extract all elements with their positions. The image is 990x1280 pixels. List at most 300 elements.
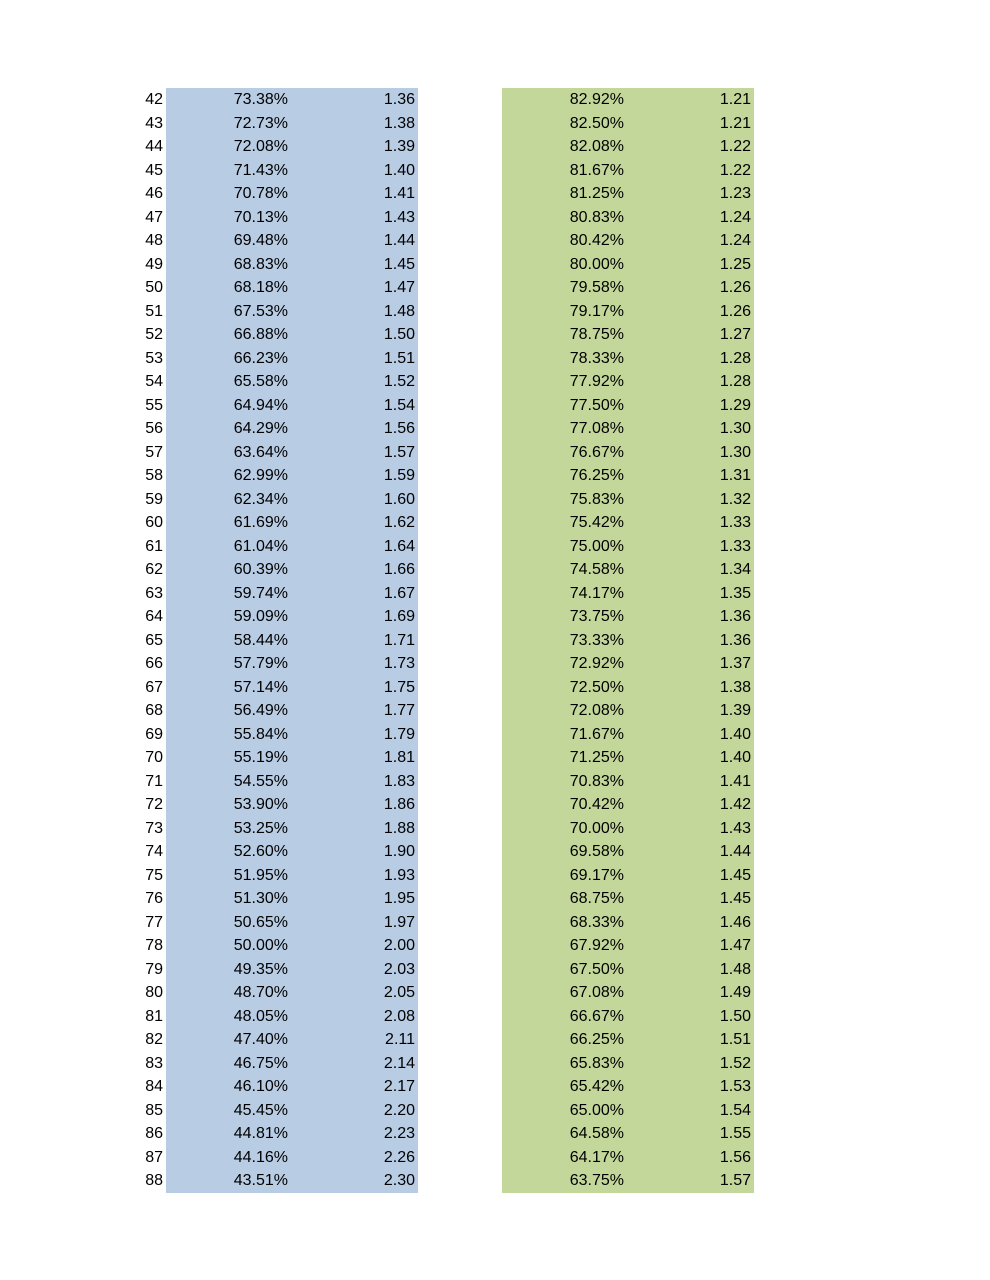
table-row	[0, 370, 990, 394]
row-number-cell-text: 58	[145, 467, 163, 484]
green-percent-cell	[502, 934, 626, 958]
blue-percent-cell	[166, 840, 290, 864]
row-number-cell-text: 84	[145, 1078, 163, 1095]
blue-percent-cell-text: 55.19%	[233, 749, 288, 766]
row-number-cell-text: 70	[145, 749, 163, 766]
row-number-cell	[110, 864, 163, 888]
green-percent-cell-text: 76.67%	[569, 443, 624, 461]
green-percent-cell-text: 75.42%	[569, 514, 624, 531]
table-row	[0, 746, 990, 770]
row-number-cell	[110, 535, 163, 559]
green-value-cell	[626, 699, 754, 723]
blue-percent-cell-text: 66.23%	[233, 349, 288, 367]
green-percent-cell-text: 79.58%	[569, 279, 624, 296]
table-row	[0, 488, 990, 512]
green-percent-cell	[502, 652, 626, 676]
green-value-cell-text: 1.54	[719, 1101, 751, 1119]
green-value-cell-text: 1.29	[719, 396, 751, 414]
green-value-cell-text: 1.36	[719, 608, 751, 625]
blue-percent-cell	[166, 1146, 290, 1170]
blue-value-cell-text: 1.86	[383, 796, 415, 813]
row-number-cell	[110, 394, 163, 418]
blue-percent-cell-text: 61.04%	[233, 537, 288, 555]
row-number-cell	[110, 911, 163, 935]
blue-percent-cell	[166, 1052, 290, 1076]
blue-percent-cell	[166, 793, 290, 817]
green-percent-cell	[502, 253, 626, 277]
green-percent-cell	[502, 300, 626, 324]
green-value-cell-text: 1.47	[719, 937, 751, 954]
green-percent-cell-text: 70.42%	[569, 796, 624, 813]
row-number-cell-text: 59	[145, 490, 163, 508]
green-percent-cell-text: 70.00%	[569, 819, 624, 837]
green-percent-cell	[502, 605, 626, 629]
table-row	[0, 1028, 990, 1052]
blue-value-cell	[290, 934, 418, 958]
row-number-cell	[110, 1028, 163, 1052]
row-number-cell	[110, 1099, 163, 1123]
blue-percent-cell	[166, 229, 290, 253]
blue-value-cell-text: 2.00	[383, 937, 415, 954]
blue-value-cell	[290, 605, 418, 629]
row-number-cell-text: 88	[145, 1172, 163, 1189]
blue-percent-cell	[166, 441, 290, 465]
table-row	[0, 840, 990, 864]
green-percent-cell-text: 80.83%	[569, 208, 624, 226]
green-percent-cell-text: 65.00%	[569, 1101, 624, 1119]
green-percent-cell	[502, 135, 626, 159]
row-number-cell	[110, 276, 163, 300]
row-number-cell-text: 62	[145, 561, 163, 578]
blue-percent-cell-text: 64.29%	[233, 420, 288, 437]
green-value-cell	[626, 817, 754, 841]
green-percent-cell	[502, 347, 626, 371]
blue-value-cell	[290, 112, 418, 136]
green-value-cell	[626, 464, 754, 488]
row-number-cell-text: 60	[145, 514, 163, 531]
green-value-cell	[626, 558, 754, 582]
green-value-cell	[626, 276, 754, 300]
blue-value-cell-text: 2.23	[383, 1125, 415, 1142]
blue-value-cell	[290, 770, 418, 794]
table-row	[0, 323, 990, 347]
green-value-cell	[626, 1005, 754, 1029]
blue-percent-cell	[166, 112, 290, 136]
green-value-cell	[626, 112, 754, 136]
table-row	[0, 229, 990, 253]
table-row	[0, 394, 990, 418]
blue-value-cell-text: 1.57	[383, 443, 415, 461]
blue-value-cell	[290, 394, 418, 418]
blue-value-cell-text: 1.60	[383, 490, 415, 508]
blue-percent-cell	[166, 300, 290, 324]
green-value-cell	[626, 1122, 754, 1146]
blue-percent-cell-text: 71.43%	[233, 161, 288, 179]
blue-percent-cell-text: 46.10%	[233, 1078, 288, 1095]
row-number-cell	[110, 253, 163, 277]
green-value-cell-text: 1.40	[719, 749, 751, 766]
green-value-cell-text: 1.33	[719, 514, 751, 531]
green-value-cell-text: 1.28	[719, 349, 751, 367]
row-number-cell-text: 44	[145, 138, 163, 155]
blue-value-cell-text: 2.26	[383, 1148, 415, 1166]
blue-value-cell	[290, 135, 418, 159]
blue-percent-cell-text: 68.83%	[233, 255, 288, 273]
green-percent-cell	[502, 511, 626, 535]
blue-percent-cell-text: 72.08%	[233, 138, 288, 155]
blue-value-cell	[290, 370, 418, 394]
green-value-cell	[626, 135, 754, 159]
green-percent-cell-text: 67.08%	[569, 984, 624, 1001]
green-value-cell	[626, 253, 754, 277]
green-value-cell-text: 1.25	[719, 255, 751, 273]
blue-value-cell-text: 1.43	[383, 208, 415, 226]
table-row	[0, 535, 990, 559]
table-row	[0, 159, 990, 183]
green-percent-cell-text: 78.75%	[569, 326, 624, 343]
green-value-cell	[626, 206, 754, 230]
green-percent-cell	[502, 441, 626, 465]
blue-percent-cell	[166, 511, 290, 535]
row-number-cell	[110, 88, 163, 112]
blue-value-cell	[290, 488, 418, 512]
blue-value-cell	[290, 300, 418, 324]
blue-value-cell-text: 2.05	[383, 984, 415, 1001]
blue-percent-cell	[166, 206, 290, 230]
row-number-cell-text: 87	[145, 1148, 163, 1166]
table-row	[0, 253, 990, 277]
row-number-cell	[110, 511, 163, 535]
blue-percent-cell	[166, 746, 290, 770]
row-number-cell	[110, 182, 163, 206]
row-number-cell	[110, 699, 163, 723]
row-number-cell-text: 66	[145, 655, 163, 672]
table-row	[0, 1146, 990, 1170]
green-value-cell	[626, 441, 754, 465]
blue-percent-cell	[166, 370, 290, 394]
blue-percent-cell-text: 43.51%	[233, 1172, 288, 1189]
green-percent-cell	[502, 1028, 626, 1052]
green-value-cell-text: 1.49	[719, 984, 751, 1001]
green-percent-cell-text: 64.17%	[569, 1148, 624, 1166]
table-row	[0, 135, 990, 159]
blue-value-cell-text: 2.20	[383, 1101, 415, 1119]
blue-value-cell-text: 1.48	[383, 302, 415, 320]
blue-value-cell	[290, 182, 418, 206]
blue-percent-cell-text: 51.30%	[233, 890, 288, 907]
green-value-cell-text: 1.28	[719, 373, 751, 390]
blue-value-cell-text: 1.38	[383, 114, 415, 132]
green-percent-cell-text: 73.33%	[569, 631, 624, 649]
green-percent-cell	[502, 770, 626, 794]
blue-value-cell-text: 1.41	[383, 185, 415, 202]
row-number-cell	[110, 323, 163, 347]
row-number-cell-text: 80	[145, 984, 163, 1001]
row-number-cell	[110, 347, 163, 371]
blue-value-cell	[290, 417, 418, 441]
green-percent-cell-text: 68.33%	[569, 913, 624, 931]
blue-value-cell	[290, 535, 418, 559]
table-row	[0, 1169, 990, 1193]
green-percent-cell	[502, 1052, 626, 1076]
row-number-cell	[110, 1052, 163, 1076]
blue-percent-cell	[166, 464, 290, 488]
green-percent-cell-text: 70.83%	[569, 772, 624, 790]
green-value-cell	[626, 323, 754, 347]
blue-percent-cell	[166, 911, 290, 935]
green-percent-cell-text: 74.58%	[569, 561, 624, 578]
green-value-cell	[626, 1075, 754, 1099]
green-percent-cell	[502, 981, 626, 1005]
green-value-cell-text: 1.55	[719, 1125, 751, 1142]
green-value-cell-text: 1.22	[719, 161, 751, 179]
row-number-cell	[110, 229, 163, 253]
green-value-cell	[626, 934, 754, 958]
blue-percent-cell-text: 56.49%	[233, 702, 288, 719]
green-percent-cell-text: 67.92%	[569, 937, 624, 954]
blue-value-cell-text: 1.66	[383, 561, 415, 578]
green-percent-cell-text: 76.25%	[569, 467, 624, 484]
blue-value-cell	[290, 676, 418, 700]
green-percent-cell-text: 69.17%	[569, 866, 624, 884]
green-value-cell-text: 1.27	[719, 326, 751, 343]
green-percent-cell-text: 82.50%	[569, 114, 624, 132]
blue-value-cell	[290, 253, 418, 277]
blue-percent-cell	[166, 676, 290, 700]
green-value-cell-text: 1.53	[719, 1078, 751, 1095]
blue-percent-cell-text: 54.55%	[233, 772, 288, 790]
blue-value-cell	[290, 206, 418, 230]
table-row	[0, 417, 990, 441]
row-number-cell-text: 82	[145, 1031, 163, 1048]
blue-percent-cell-text: 60.39%	[233, 561, 288, 578]
row-number-cell-text: 83	[145, 1054, 163, 1072]
blue-value-cell	[290, 464, 418, 488]
table-row	[0, 300, 990, 324]
blue-value-cell-text: 1.44	[383, 232, 415, 249]
green-value-cell	[626, 1146, 754, 1170]
green-value-cell	[626, 1028, 754, 1052]
row-number-cell-text: 51	[145, 302, 163, 320]
blue-value-cell-text: 1.88	[383, 819, 415, 837]
green-percent-cell	[502, 582, 626, 606]
green-percent-cell	[502, 558, 626, 582]
table-row	[0, 441, 990, 465]
row-number-cell	[110, 746, 163, 770]
blue-percent-cell	[166, 934, 290, 958]
blue-value-cell	[290, 582, 418, 606]
row-number-cell	[110, 159, 163, 183]
row-number-cell-text: 64	[145, 608, 163, 625]
green-percent-cell	[502, 958, 626, 982]
green-percent-cell	[502, 535, 626, 559]
blue-value-cell	[290, 746, 418, 770]
green-percent-cell-text: 66.25%	[569, 1031, 624, 1048]
row-number-cell-text: 77	[145, 913, 163, 931]
blue-percent-cell-text: 69.48%	[233, 232, 288, 249]
blue-value-cell	[290, 511, 418, 535]
green-percent-cell-text: 81.25%	[569, 185, 624, 202]
green-value-cell	[626, 652, 754, 676]
row-number-cell	[110, 464, 163, 488]
row-number-cell	[110, 676, 163, 700]
green-value-cell-text: 1.46	[719, 913, 751, 931]
blue-percent-cell	[166, 652, 290, 676]
green-value-cell-text: 1.34	[719, 561, 751, 578]
green-percent-cell	[502, 464, 626, 488]
green-percent-cell	[502, 699, 626, 723]
blue-value-cell-text: 1.79	[383, 725, 415, 743]
green-value-cell	[626, 417, 754, 441]
row-number-cell	[110, 135, 163, 159]
blue-value-cell-text: 1.36	[383, 91, 415, 108]
row-number-cell	[110, 840, 163, 864]
blue-value-cell	[290, 629, 418, 653]
green-value-cell-text: 1.38	[719, 678, 751, 696]
row-number-cell-text: 67	[145, 678, 163, 696]
green-value-cell-text: 1.24	[719, 208, 751, 226]
blue-value-cell-text: 1.45	[383, 255, 415, 273]
row-number-cell-text: 65	[145, 631, 163, 649]
green-value-cell-text: 1.44	[719, 843, 751, 860]
row-number-cell-text: 46	[145, 185, 163, 202]
table-row	[0, 511, 990, 535]
green-value-cell	[626, 300, 754, 324]
green-value-cell	[626, 1099, 754, 1123]
row-number-cell-text: 75	[145, 866, 163, 884]
blue-value-cell	[290, 347, 418, 371]
blue-percent-cell-text: 67.53%	[233, 302, 288, 320]
green-percent-cell	[502, 206, 626, 230]
row-number-cell	[110, 582, 163, 606]
blue-value-cell	[290, 323, 418, 347]
table-row	[0, 817, 990, 841]
green-percent-cell	[502, 817, 626, 841]
table-row	[0, 981, 990, 1005]
table-row	[0, 347, 990, 371]
blue-value-cell-text: 1.75	[383, 678, 415, 696]
blue-percent-cell-text: 50.00%	[233, 937, 288, 954]
blue-value-cell	[290, 981, 418, 1005]
blue-value-cell	[290, 229, 418, 253]
table-row	[0, 911, 990, 935]
row-number-cell	[110, 723, 163, 747]
green-value-cell	[626, 1169, 754, 1193]
row-number-cell-text: 72	[145, 796, 163, 813]
blue-value-cell	[290, 276, 418, 300]
blue-value-cell-text: 1.71	[383, 631, 415, 649]
green-percent-cell-text: 65.42%	[569, 1078, 624, 1095]
green-percent-cell-text: 77.50%	[569, 396, 624, 414]
blue-percent-cell	[166, 817, 290, 841]
row-number-cell-text: 45	[145, 161, 163, 179]
row-number-cell-text: 57	[145, 443, 163, 461]
table-row	[0, 1052, 990, 1076]
row-number-cell-text: 63	[145, 584, 163, 602]
row-number-cell-text: 78	[145, 937, 163, 954]
blue-percent-cell-text: 62.99%	[233, 467, 288, 484]
blue-percent-cell-text: 70.13%	[233, 208, 288, 226]
blue-value-cell-text: 1.67	[383, 584, 415, 602]
table-row	[0, 652, 990, 676]
green-value-cell-text: 1.26	[719, 302, 751, 320]
green-percent-cell-text: 77.08%	[569, 420, 624, 437]
green-percent-cell-text: 69.58%	[569, 843, 624, 860]
blue-value-cell	[290, 159, 418, 183]
green-percent-cell	[502, 1075, 626, 1099]
blue-percent-cell	[166, 629, 290, 653]
row-number-cell	[110, 300, 163, 324]
row-number-cell-text: 52	[145, 326, 163, 343]
green-value-cell-text: 1.56	[719, 1148, 751, 1166]
green-percent-cell	[502, 112, 626, 136]
blue-percent-cell	[166, 159, 290, 183]
blue-value-cell	[290, 1075, 418, 1099]
blue-percent-cell-text: 49.35%	[233, 960, 288, 978]
green-value-cell	[626, 229, 754, 253]
blue-percent-cell	[166, 582, 290, 606]
blue-percent-cell	[166, 1028, 290, 1052]
blue-value-cell-text: 2.17	[383, 1078, 415, 1095]
row-number-cell-text: 48	[145, 232, 163, 249]
green-percent-cell	[502, 88, 626, 112]
green-percent-cell-text: 72.50%	[569, 678, 624, 696]
green-percent-cell	[502, 887, 626, 911]
green-percent-cell	[502, 629, 626, 653]
blue-percent-cell	[166, 864, 290, 888]
blue-percent-cell-text: 66.88%	[233, 326, 288, 343]
row-number-cell-text: 81	[145, 1007, 163, 1025]
row-number-cell-text: 56	[145, 420, 163, 437]
row-number-cell	[110, 652, 163, 676]
blue-percent-cell	[166, 88, 290, 112]
green-percent-cell-text: 80.42%	[569, 232, 624, 249]
blue-percent-cell-text: 70.78%	[233, 185, 288, 202]
green-percent-cell	[502, 1122, 626, 1146]
row-number-cell	[110, 206, 163, 230]
row-number-cell	[110, 770, 163, 794]
blue-percent-cell-text: 45.45%	[233, 1101, 288, 1119]
green-value-cell-text: 1.48	[719, 960, 751, 978]
blue-percent-cell	[166, 1169, 290, 1193]
blue-value-cell-text: 1.40	[383, 161, 415, 179]
green-percent-cell-text: 68.75%	[569, 890, 624, 907]
green-percent-cell-text: 67.50%	[569, 960, 624, 978]
blue-percent-cell	[166, 276, 290, 300]
blue-value-cell	[290, 88, 418, 112]
green-value-cell	[626, 911, 754, 935]
green-value-cell-text: 1.51	[719, 1031, 751, 1048]
green-percent-cell	[502, 417, 626, 441]
row-number-cell	[110, 629, 163, 653]
table-row	[0, 676, 990, 700]
blue-value-cell	[290, 1169, 418, 1193]
green-percent-cell-text: 78.33%	[569, 349, 624, 367]
blue-percent-cell-text: 48.70%	[233, 984, 288, 1001]
blue-value-cell-text: 2.03	[383, 960, 415, 978]
green-percent-cell-text: 79.17%	[569, 302, 624, 320]
green-value-cell-text: 1.22	[719, 138, 751, 155]
green-value-cell-text: 1.37	[719, 655, 751, 672]
blue-percent-cell-text: 59.74%	[233, 584, 288, 602]
row-number-cell	[110, 1146, 163, 1170]
blue-value-cell	[290, 1099, 418, 1123]
blue-percent-cell-text: 59.09%	[233, 608, 288, 625]
green-value-cell-text: 1.36	[719, 631, 751, 649]
blue-percent-cell-text: 57.79%	[233, 655, 288, 672]
green-value-cell	[626, 605, 754, 629]
green-percent-cell-text: 66.67%	[569, 1007, 624, 1025]
